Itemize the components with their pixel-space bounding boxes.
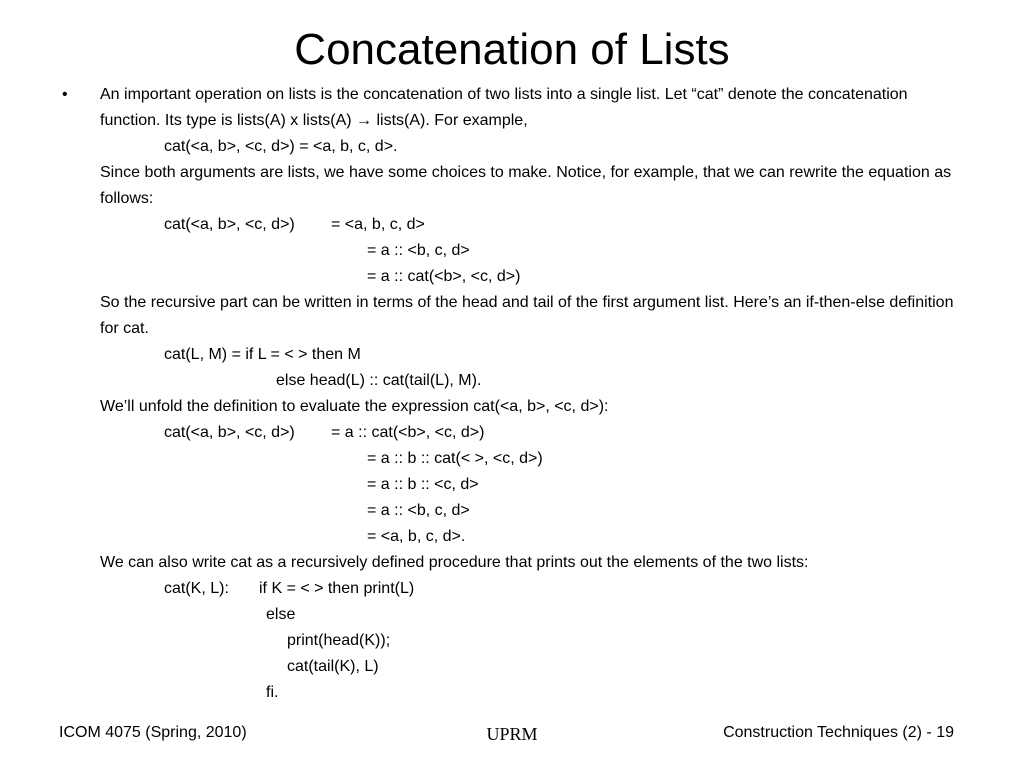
slide-title: Concatenation of Lists bbox=[294, 25, 730, 74]
rewrite-step-2: = a :: <b, c, d> bbox=[367, 242, 470, 259]
footer-page: Construction Techniques (2) - 19 bbox=[723, 724, 954, 741]
unfold-left: cat(<a, b>, <c, d>) bbox=[164, 424, 295, 441]
paragraph-choices: Since both arguments are lists, we have some choices to make. Notice, for example, that we can rewrite the equation as follows: bbox=[100, 164, 952, 207]
procedure-signature: cat(K, L): bbox=[164, 580, 229, 597]
footer-institution: UPRM bbox=[486, 724, 538, 744]
bullet-marker: • bbox=[62, 86, 68, 103]
paragraph-recursive: So the recursive part can be written in terms of the head and tail of the first argument list. Here’s an if-then-else definition for cat. bbox=[100, 294, 954, 337]
rewrite-left: cat(<a, b>, <c, d>) bbox=[164, 216, 295, 233]
example-cat: cat(<a, b>, <c, d>) = <a, b, c, d>. bbox=[164, 138, 398, 155]
definition-line-2: else head(L) :: cat(tail(L), M). bbox=[276, 372, 482, 389]
footer-course: ICOM 4075 (Spring, 2010) bbox=[59, 724, 247, 741]
unfold-step-1: = a :: cat(<b>, <c, d>) bbox=[331, 424, 485, 441]
procedure-print: print(head(K)); bbox=[287, 632, 391, 649]
unfold-step-2: = a :: b :: cat(< >, <c, d>) bbox=[367, 450, 543, 467]
procedure-if: if K = < > then print(L) bbox=[259, 580, 415, 597]
paragraph-procedure: We can also write cat as a recursively defined procedure that prints out the elements of the two lists: bbox=[100, 554, 809, 571]
procedure-fi: fi. bbox=[266, 684, 279, 701]
paragraph-unfold: We’ll unfold the definition to evaluate the expression cat(<a, b>, <c, d>): bbox=[100, 398, 609, 415]
paragraph-intro: An important operation on lists is the concatenation of two lists into a single list. Let “cat” denote the concatenation function. Its type is lists(A) x lists(A) → lists(A). For example, bbox=[100, 86, 908, 129]
procedure-recursive-call: cat(tail(K), L) bbox=[287, 658, 379, 675]
definition-line-1: cat(L, M) = if L = < > then M bbox=[164, 346, 361, 363]
rewrite-step-1: = <a, b, c, d> bbox=[331, 216, 425, 233]
unfold-step-4: = a :: <b, c, d> bbox=[367, 502, 470, 519]
procedure-else: else bbox=[266, 606, 296, 623]
unfold-step-5: = <a, b, c, d>. bbox=[367, 528, 466, 545]
unfold-step-3: = a :: b :: <c, d> bbox=[367, 476, 479, 493]
rewrite-step-3: = a :: cat(<b>, <c, d>) bbox=[367, 268, 521, 285]
